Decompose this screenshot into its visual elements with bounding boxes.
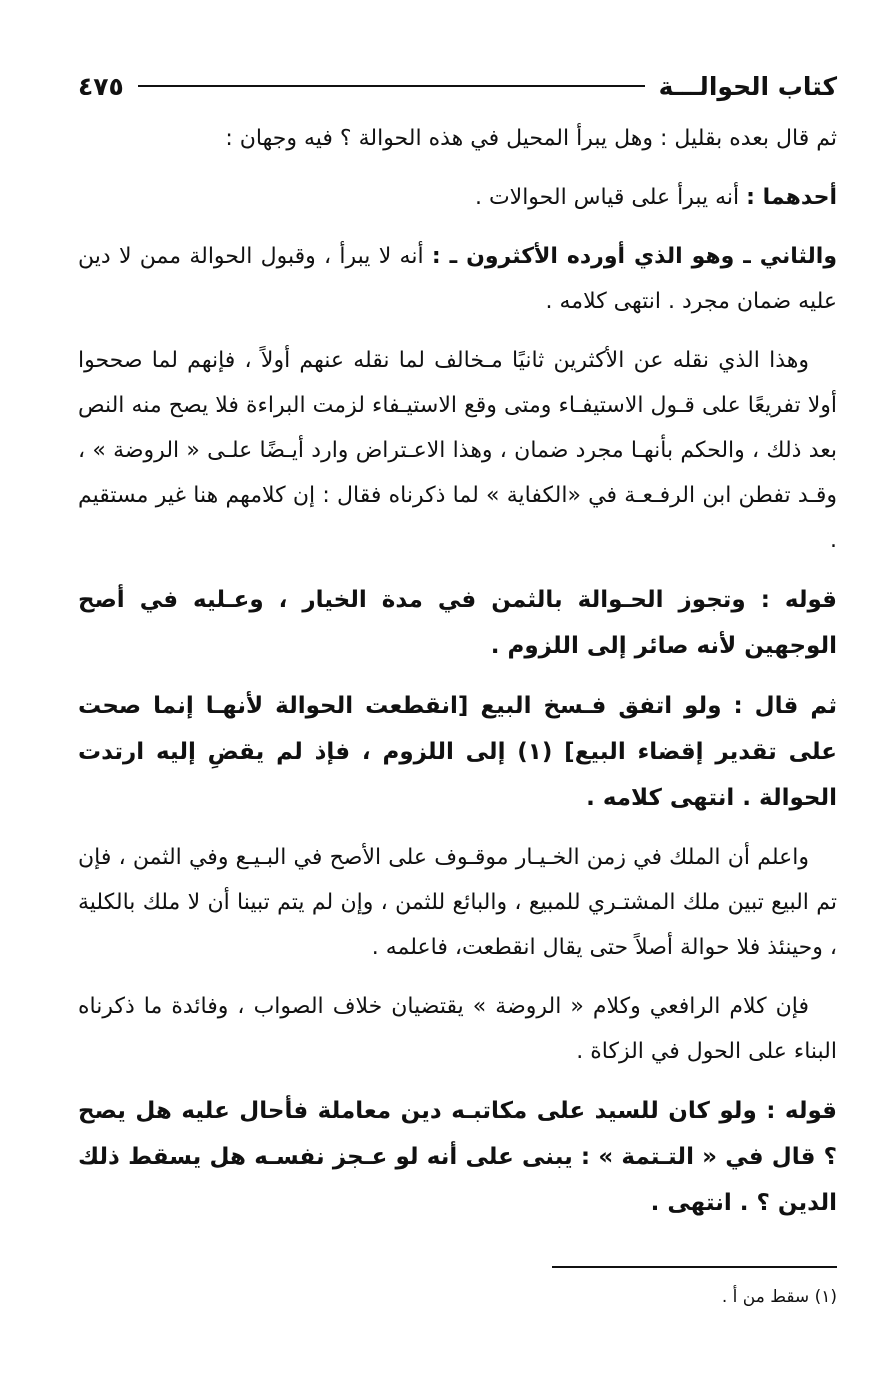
footnote: (١) سقط من أ . [721,1287,837,1307]
paragraph-4: وهذا الذي نقله عن الأكثرين ثانيًا مـخالف لما نقله عنهم أولاً ، فإنهم لما صححوا أولا تفريعًا على قـول الاستيفـاء ومتى وقع الاستيـفاء لزمت البراءة فلا يصح منه النص بعد ذلك ، والحكم بأنهـا مجرد ضمان ، وهذا الاعـتراض وارد أيـضًا علـى « الروضة » ، وقـد تفطن ابن الرفـعـة في «الكفاية » لما ذكرناه فقال : إن كلامهم هنا غير مستقيم . [78,348,837,553]
paragraph-1: ثم قال بعده بقليل : وهل يبرأ المحيل في هذه الحوالة ؟ فيه وجهان : [225,126,837,151]
paragraph-9: قوله : ولو كان للسيد على مكاتبـه دين معاملة فأحال عليه هل يصح ؟ قال في « التـتمة » : يبنى على أنه لو عـجز نفسـه هل يسقط ذلك الدين ؟ . انتهى . [78,1098,837,1216]
page-header [78,64,837,108]
paragraph-5: قوله : وتجوز الحـوالة بالثمن في مدة الخيار ، وعـليه في أصح الوجهين لأنه صائر إلى اللزوم . [78,587,837,659]
paragraph-8: فإن كلام الرافعي وكلام « الروضة » يقتضيان خلاف الصواب ، وفائدة ما ذكرناه البناء على الحول في الزكاة . [78,994,837,1064]
paragraph-lead: أحدهما : [746,185,837,210]
header-rule [138,85,645,87]
paragraph-2: أحدهما : أنه يبرأ على قياس الحوالات . [474,185,837,210]
paragraph-3: والثاني ـ وهو الذي أورده الأكثرون ـ : أنه لا يبرأ ، وقبول الحوالة ممن لا دين عليه ضمان مجرد . انتهى كلامه . [78,244,837,314]
paragraph-6: ثم قال : ولو اتفق فـسخ البيع [انقطعت الحوالة لأنهـا إنما صحت على تقدير إقضاء البيع] (١) إلى اللزوم ، فإذ لم يقضِ إليه ارتدت الحوالة . انتهى كلامه . [78,693,837,811]
chapter-title: كتاب الحوالـــة [658,71,837,101]
paragraph-7: واعلم أن الملك في زمن الخـيـار موقـوف على الأصح في البـيـع وفي الثمن ، فإن تم البيع تبين ملك المشتـري للمبيع ، والبائع للثمن ، وإن لم يتم تبينا أن لا ملك بالكلية ، وحينئذ فلا حوالة أصلاً حتى يقال انقطعت، فاعلمه . [78,845,837,960]
page-number: ٤٧٥ [78,71,124,101]
footnote-rule [552,1266,837,1268]
paragraph-lead: والثاني ـ وهو الذي أورده الأكثرون ـ : [431,244,837,269]
